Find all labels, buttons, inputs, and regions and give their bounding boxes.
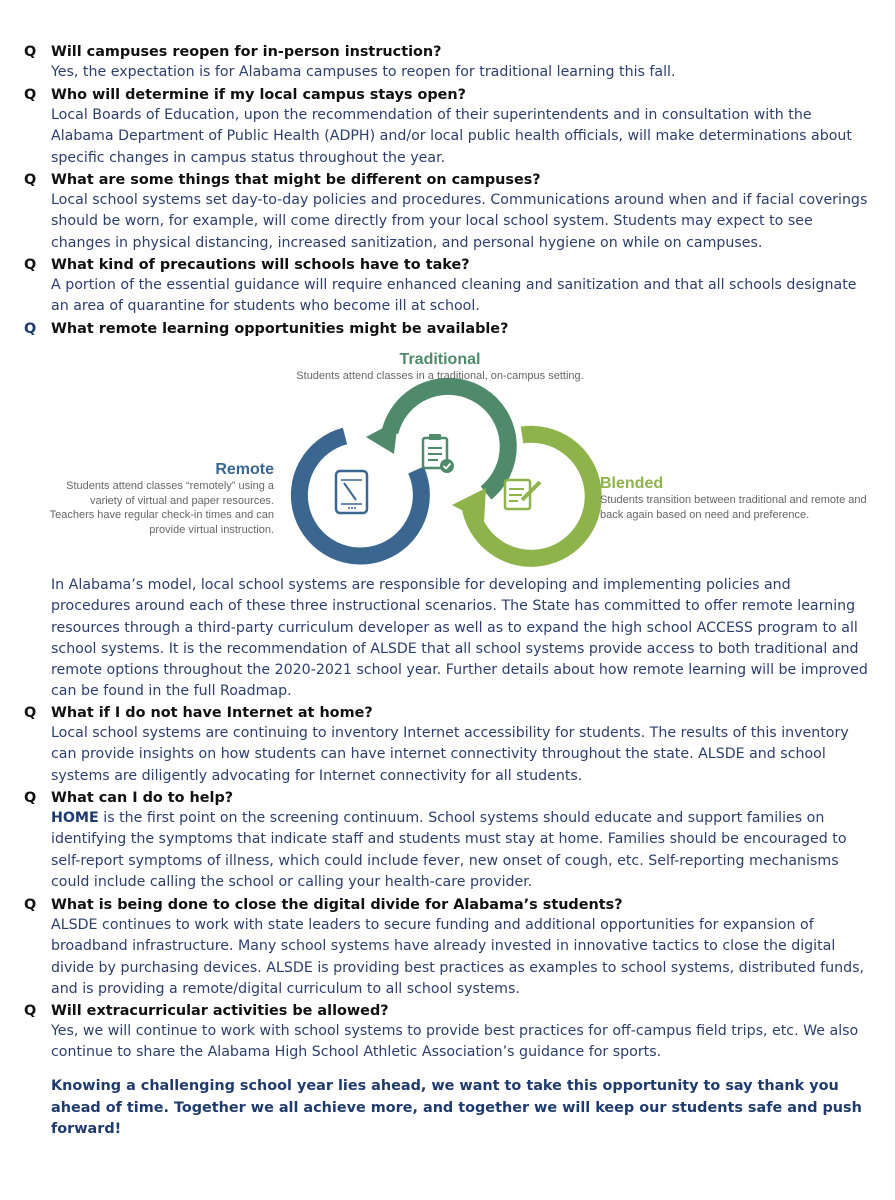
faq-question: Q What remote learning opportunities might be available? xyxy=(24,321,509,337)
blended-title: Blended xyxy=(600,475,664,492)
closing-message: Knowing a challenging school year lies ahead, we want to take this opportunity to say thank you ahead of time. Together we all achieve more, and together we will keep our students safe and push forward! xyxy=(51,1078,862,1137)
q-marker: Q xyxy=(24,790,37,806)
faq-item xyxy=(24,895,874,1000)
faq-question: Q Will campuses reopen for in-person instruction? xyxy=(24,44,442,60)
faq-answer: Yes, we will continue to work with school systems to provide best practices for off-campus field trips, etc. We also continue to share the Alabama High School Athletic Association’s guidance for sports. xyxy=(51,1023,859,1061)
traditional-arrowhead xyxy=(366,420,398,454)
blended-ring xyxy=(470,434,593,558)
q-marker: Q xyxy=(24,897,37,913)
faq-answer: ALSDE continues to work with state leaders to secure funding and additional opportunities for expansion of broadband infrastructure. Many school systems have already invested in innovative tactics to close the digital divide by purchasing devices. ALSDE is providing best practices as examples to school systems, distributed funds, and is providing a remote/digital curriculum to all school systems. xyxy=(51,917,865,997)
traditional-ring xyxy=(390,386,508,493)
faq-item xyxy=(24,703,874,787)
faq-question: Q What kind of precautions will schools have to take? xyxy=(24,257,470,273)
faq-answer: In Alabama’s model, local school systems are responsible for developing and implementing policies and procedures around each of these three instructional scenarios. The State has committed to offer remote learning resources through a third-party curriculum developer as well as to expand the high school ACCESS program to all school systems. It is the recommendation of ALSDE that all school systems provide access to both traditional and remote options throughout the 2020-2021 school year. Further details about how remote learning will be improved can be found in the full Roadmap. xyxy=(51,577,868,700)
remote-ring xyxy=(299,436,421,556)
faq-answer: Local school systems set day-to-day policies and procedures. Communications around when and if facial coverings should be worn, for example, will come directly from your local school system. Students may expect to see changes in physical distancing, increased sanitization, and personal hygiene on while on campuses. xyxy=(51,192,868,251)
q-marker: Q xyxy=(24,1003,37,1019)
faq-item xyxy=(24,1001,874,1064)
q-marker: Q xyxy=(24,705,37,721)
faq-answer: Local school systems are continuing to inventory Internet accessibility for students. The results of this inventory can provide insights on how students can have internet connectivity throughout the state. ALSDE and school systems are diligently advocating for Internet connectivity for all students. xyxy=(51,725,849,784)
q-marker: Q xyxy=(24,172,37,188)
faq-answer: HOME is the first point on the screening continuum. School systems should educate and support families on identifying the symptoms that indicate staff and students must stay at home. Families should be encouraged to self-report symptoms of illness, which could include fever, new onset of cough, etc. Self-reporting mechanisms could include calling the school or calling your health-care provider. xyxy=(51,810,847,890)
faq-question: Q Will extracurricular activities be allowed? xyxy=(24,1003,389,1019)
remote-title: Remote xyxy=(215,461,274,478)
q-marker: Q xyxy=(24,321,37,337)
tablet-icon xyxy=(336,471,367,513)
faq-question: Q What are some things that might be different on campuses? xyxy=(24,172,541,188)
faq-question: Q What if I do not have Internet at home? xyxy=(24,705,373,721)
faq-item xyxy=(24,788,874,893)
home-emphasis: HOME xyxy=(51,810,99,826)
faq-answer: Local Boards of Education, upon the recommendation of their superintendents and in consultation with the Alabama Department of Public Health (ADPH) and/or local public health officials, will make determinations about specific changes in campus status throughout the year. xyxy=(51,107,852,166)
faq-question: Q What can I do to help? xyxy=(24,790,234,806)
q-marker: Q xyxy=(24,257,37,273)
faq-question: Q What is being done to close the digital divide for Alabama’s students? xyxy=(24,897,623,913)
traditional-description: Students attend classes in a traditional, on-campus setting. xyxy=(296,370,584,382)
faq-answer-remote-learning xyxy=(24,575,874,703)
q-marker: Q xyxy=(24,87,37,103)
clipboard-icon xyxy=(423,434,454,473)
faq-question: Q Who will determine if my local campus stays open? xyxy=(24,87,467,103)
traditional-title: Traditional xyxy=(399,351,481,368)
blended-description: Students transition between traditional and remote and back again based on need and preference. xyxy=(600,494,867,521)
faq-answer: Yes, the expectation is for Alabama campuses to reopen for traditional learning this fall. xyxy=(51,64,676,80)
q-marker: Q xyxy=(24,44,37,60)
notepad-pen-icon xyxy=(505,480,540,509)
faq-answer: A portion of the essential guidance will require enhanced cleaning and sanitization and that all schools designate an area of quarantine for students who become ill at school. xyxy=(51,277,857,315)
remote-description: Students attend classes “remotely” using a variety of virtual and paper resources. Teachers have regular check-in times and can provide virtual instruction. xyxy=(49,480,274,536)
